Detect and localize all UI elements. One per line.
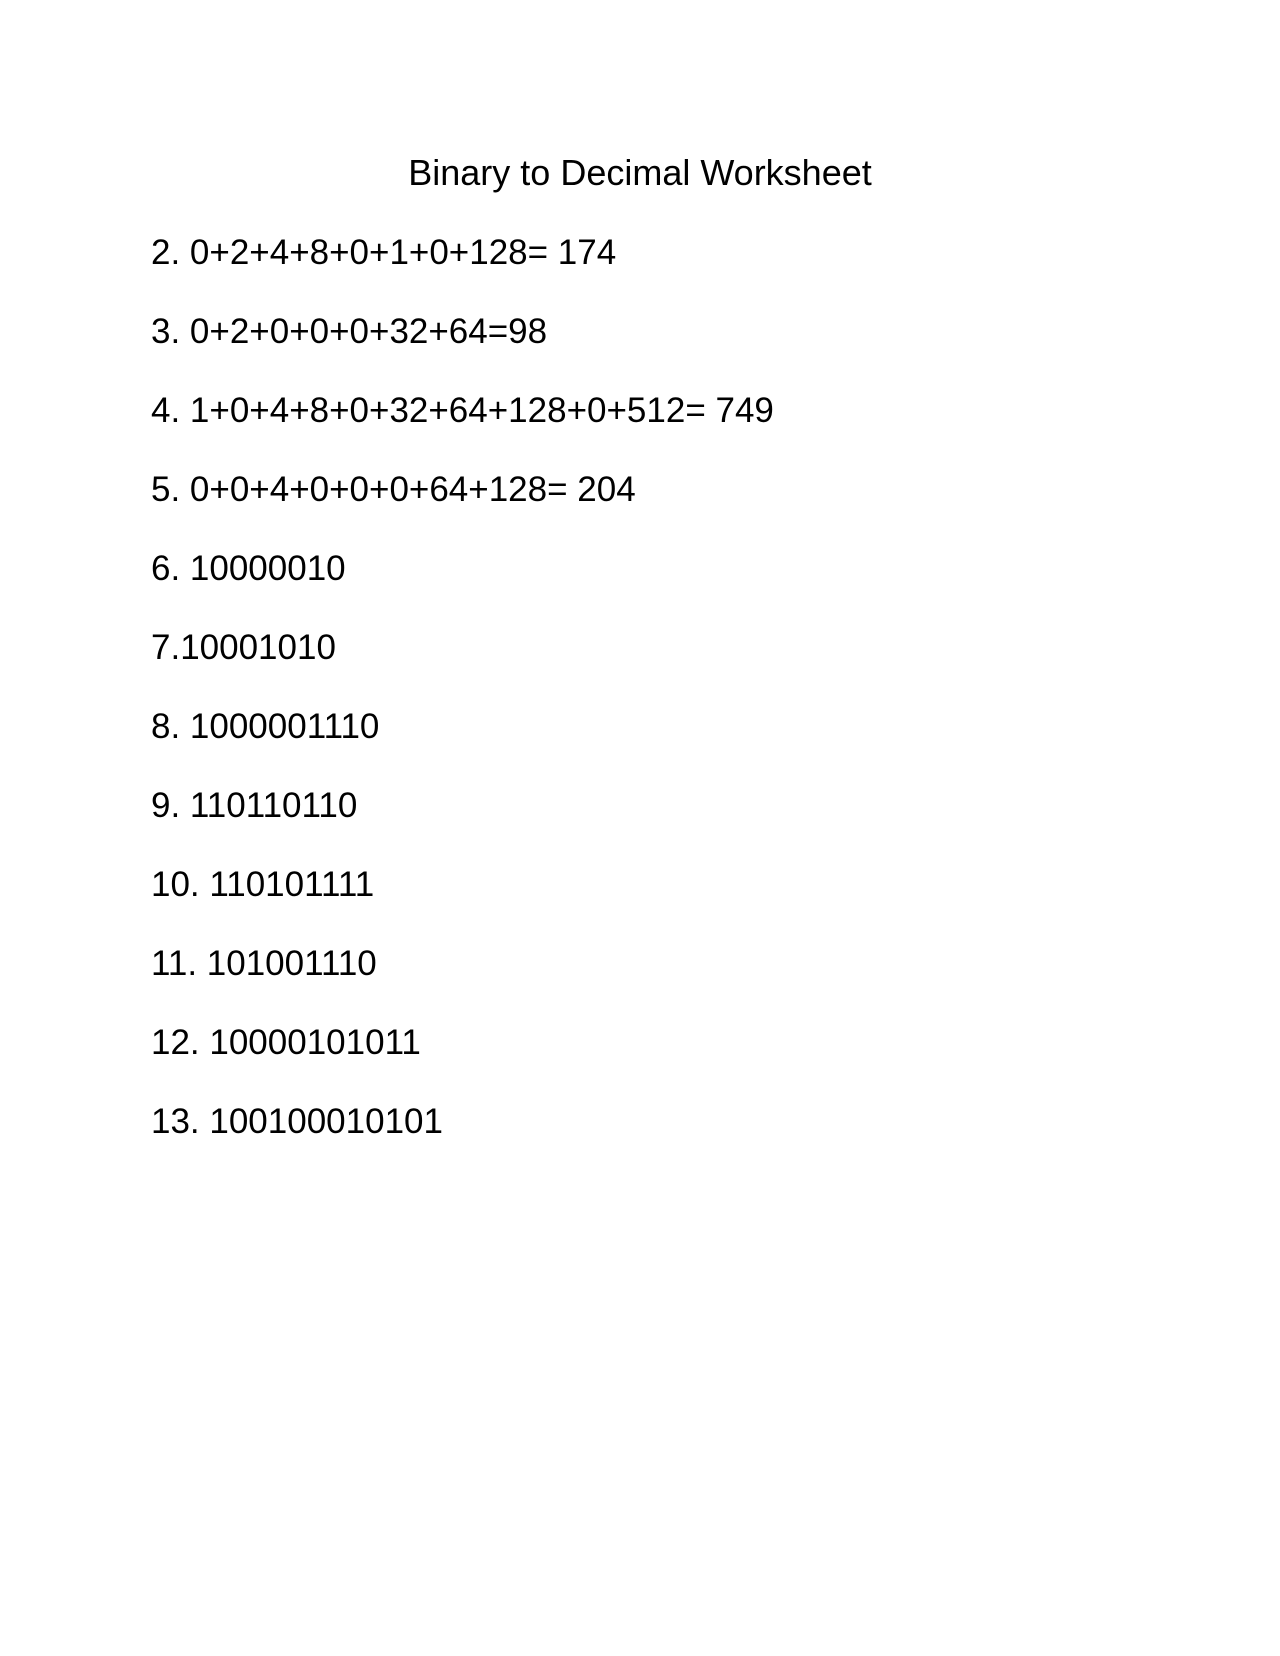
answer-line: 13. 100100010101 — [151, 1102, 443, 1141]
answer-line: 2. 0+2+4+8+0+1+0+128= 174 — [151, 233, 617, 272]
answer-line: 6. 10000010 — [151, 549, 346, 588]
answer-line: 3. 0+2+0+0+0+32+64=98 — [151, 312, 548, 351]
answer-line: 10. 110101111 — [151, 865, 375, 904]
answer-line: 5. 0+0+4+0+0+0+64+128= 204 — [151, 470, 636, 509]
answer-list — [151, 230, 774, 1178]
answer-line: 9. 110110110 — [151, 786, 358, 825]
answer-line: 12. 10000101011 — [151, 1023, 421, 1062]
answer-line: 7.10001010 — [151, 628, 336, 667]
answer-line: 11. 101001110 — [151, 944, 377, 983]
page-title: Binary to Decimal Worksheet — [408, 152, 872, 193]
answer-line: 8. 1000001110 — [151, 707, 380, 746]
answer-line: 4. 1+0+4+8+0+32+64+128+0+512= 749 — [151, 391, 774, 430]
